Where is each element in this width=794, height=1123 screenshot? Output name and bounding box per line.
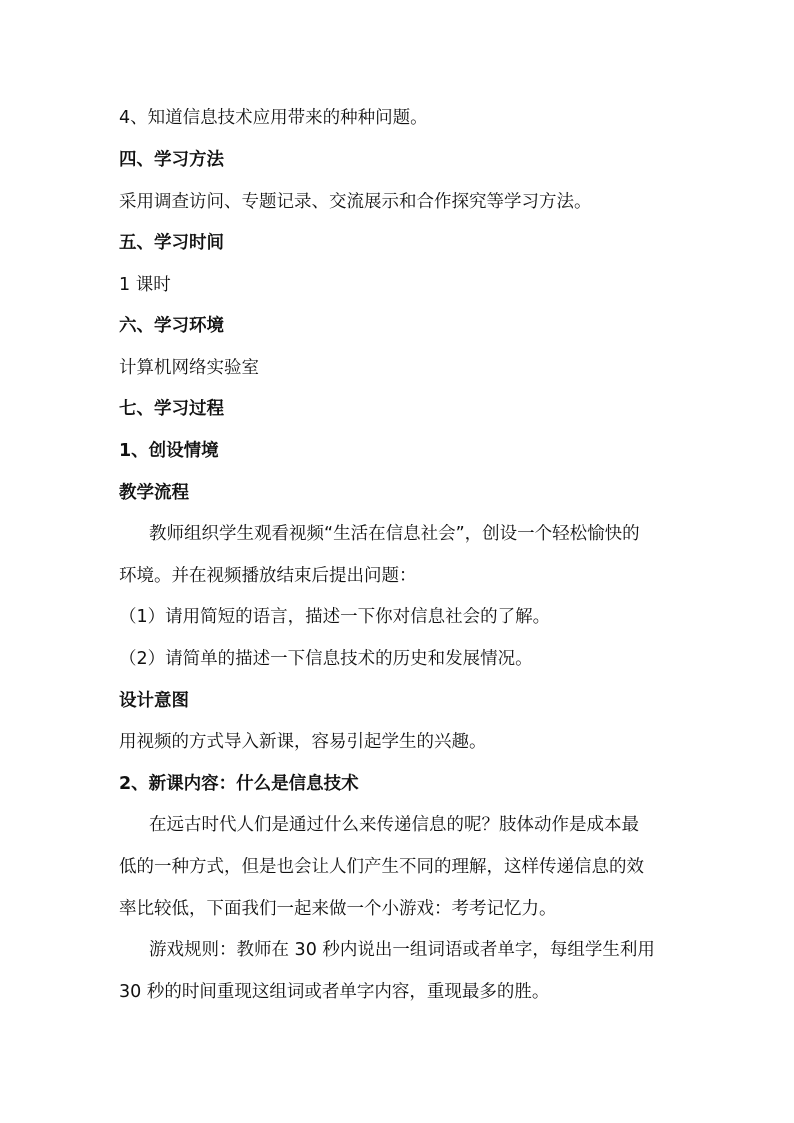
paragraph-learning-time: 1 课时 (119, 275, 171, 295)
paragraph-game-rules-line-1: 游戏规则：教师在 30 秒内说出一组词语或者单字，每组学生利用 (149, 940, 655, 960)
heading-learning-methods: 四、学习方法 (119, 150, 224, 170)
paragraph-learning-methods: 采用调查访问、专题记录、交流展示和合作探究等学习方法。 (119, 192, 592, 212)
question-2: （2）请简单的描述一下信息技术的历史和发展情况。 (119, 649, 533, 669)
heading-learning-time: 五、学习时间 (119, 233, 224, 253)
paragraph-game-rules-line-2: 30 秒的时间重现这组词或者单字内容，重现最多的胜。 (119, 982, 550, 1002)
paragraph-teaching-flow-line-1: 教师组织学生观看视频“生活在信息社会”，创设一个轻松愉快的 (149, 524, 640, 544)
paragraph-design-intent: 用视频的方式导入新课，容易引起学生的兴趣。 (119, 732, 487, 752)
subheading-create-scenario: 1、创设情境 (119, 441, 219, 461)
heading-learning-process: 七、学习过程 (119, 399, 224, 419)
list-item-4: 4、知道信息技术应用带来的种种问题。 (119, 108, 428, 128)
paragraph-ancient-communication-line-1: 在远古时代人们是通过什么来传递信息的呢？肢体动作是成本最 (149, 815, 639, 835)
heading-learning-environment: 六、学习环境 (119, 316, 224, 336)
subheading-design-intent: 设计意图 (119, 691, 189, 711)
paragraph-ancient-communication-line-3: 率比较低，下面我们一起来做一个小游戏：考考记忆力。 (119, 899, 557, 919)
paragraph-teaching-flow-line-2: 环境。并在视频播放结束后提出问题： (119, 566, 417, 586)
question-1: （1）请用简短的语言，描述一下你对信息社会的了解。 (119, 607, 551, 627)
paragraph-learning-environment: 计算机网络实验室 (119, 358, 259, 378)
subheading-teaching-flow: 教学流程 (119, 483, 189, 503)
subheading-new-lesson-content: 2、新课内容：什么是信息技术 (119, 774, 359, 794)
paragraph-ancient-communication-line-2: 低的一种方式，但是也会让人们产生不同的理解，这样传递信息的效 (119, 857, 644, 877)
